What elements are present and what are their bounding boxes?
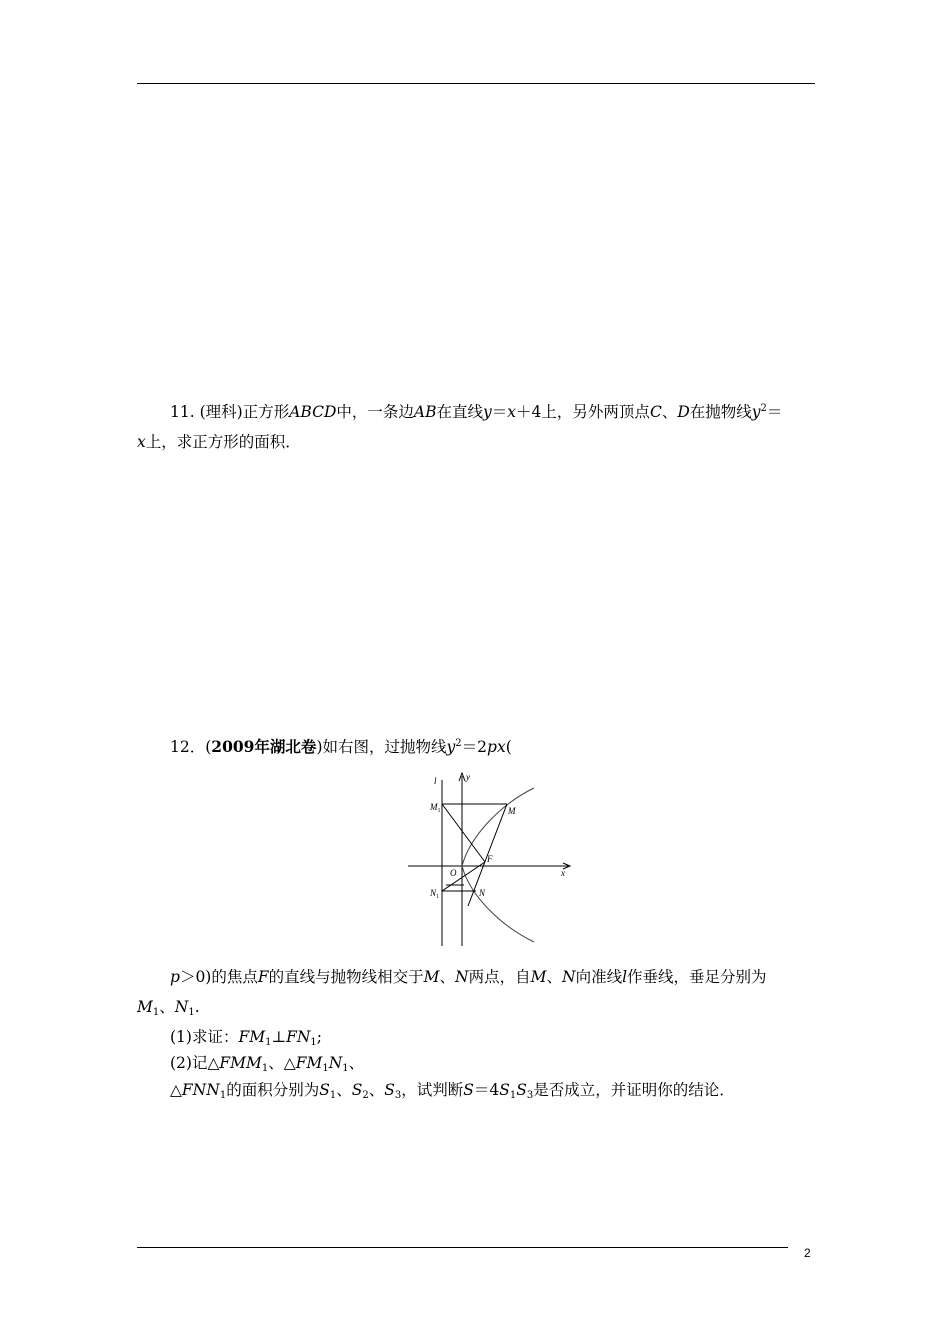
page-number: 2 [804,1246,811,1260]
q11-line-1: 11. (理科)正方形ABCD中，一条边AB在直线y＝x＋4上，另外两顶点C、D在抛物线$y^2=$ [170,403,783,421]
q12-line-1: 12．(2009年湖北卷)如右图，过抛物线$y^2=2px$( [170,737,512,756]
label-x: x [561,868,565,878]
q12-line-2: p＞0)的焦点F的直线与抛物线相交于M、N两点，自M、N向准线l作垂线，垂足分别为 [170,968,767,986]
label-l: l [434,776,437,786]
q11-line-2: x上，求正方形的面积． [137,433,301,451]
label-O: O [450,868,457,878]
q12-part-2: (2)记$\triangle FMM_1$、$\triangle FM_1N_1$、 [170,1054,365,1074]
label-F: F [487,854,493,864]
header-rule [137,83,815,84]
label-M1: $M_1$ [430,802,441,814]
label-N: N [479,888,486,898]
parabola-figure [406,770,576,950]
label-M: M [508,806,516,816]
footer-rule [137,1247,788,1248]
q12-part-2-cont: $\triangle FNN_1$的面积分别为$S_1$、$S_2$、$S_3$，试判断$S=4S_1S_3$是否成立，并证明你的结论． [170,1081,735,1101]
label-y: y [466,772,470,782]
q12-part-1: (1)求证：$FM_1\perp FN_1$; [170,1028,322,1048]
q12-line-3: $M_1$、$N_1$. [137,998,200,1018]
label-N1: $N_1$ [430,888,440,900]
